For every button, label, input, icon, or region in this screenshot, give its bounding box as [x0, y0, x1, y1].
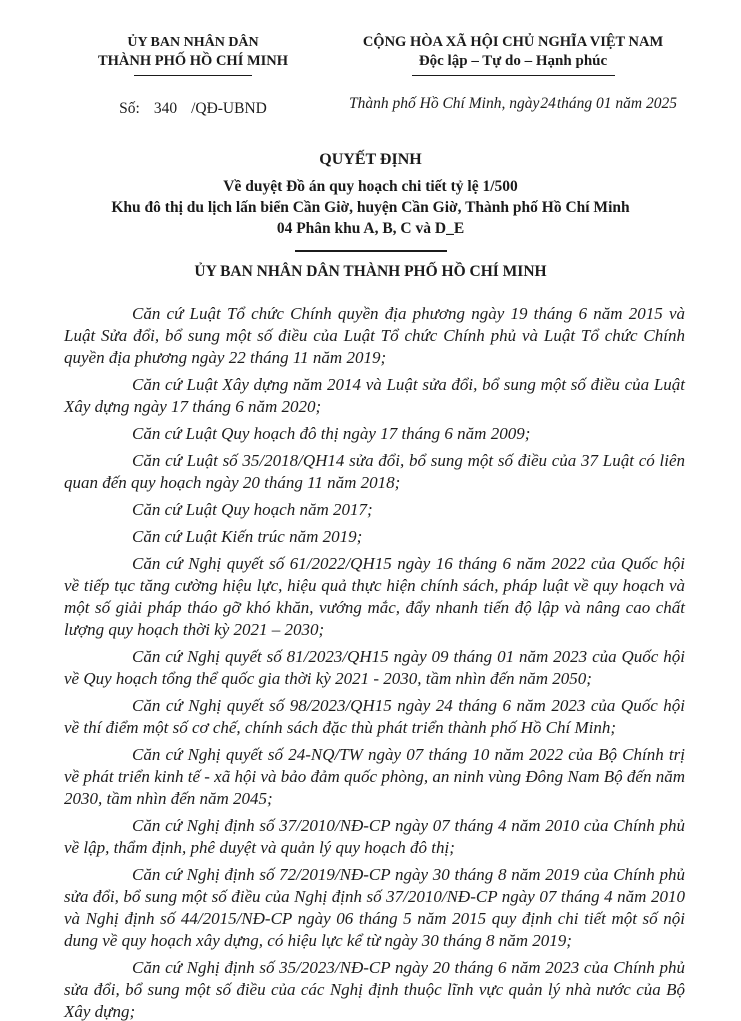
place-date-line [341, 94, 685, 114]
national-motto: Độc lập – Tự do – Hạnh phúc [418, 53, 608, 69]
decision-title: QUYẾT ĐỊNH [319, 151, 422, 168]
legal-basis-paragraph: Căn cứ Nghị định số 72/2019/NĐ-CP ngày 30 tháng 8 năm 2019 của Chính phủ sửa đổi, bổ sung một số điều của Nghị định số 37/2010/NĐ-CP ngày 07 tháng 4 năm 2010 và Nghị định số 44/2015/NĐ-CP ngày 06 tháng 5 năm 2015 quy định chi tiết một số nội dung về quy hoạch xây dựng, có hiệu lực kể từ ngày 30 tháng 8 năm 2019; [64, 865, 685, 950]
legal-basis-paragraph: Căn cứ Nghị quyết số 81/2023/QH15 ngày 09 tháng 01 năm 2023 của Quốc hội về Quy hoạch tổng thể quốc gia thời kỳ 2021 - 2030, tầm nhìn đến năm 2050; [64, 647, 685, 688]
legal-basis-paragraph: Căn cứ Luật Quy hoạch năm 2017; [132, 500, 373, 519]
document-body [64, 303, 685, 1021]
issuing-authority-city: THÀNH PHỐ HỒ CHÍ MINH [97, 53, 289, 69]
legal-basis-paragraph: Căn cứ Nghị quyết số 98/2023/QH15 ngày 24 tháng 6 năm 2023 của Quốc hội về thí điểm một số cơ chế, chính sách đặc thù phát triển thành phố Hồ Chí Minh; [64, 696, 685, 737]
document-number [45, 99, 341, 119]
legal-basis-paragraph: Căn cứ Luật Tổ chức Chính quyền địa phương ngày 19 tháng 6 năm 2015 và Luật Sửa đổi, bổ sung một số điều của Luật Tổ chức Chính phủ và Luật Tổ chức Chính quyền địa phương ngày 22 tháng 11 năm 2019; [64, 304, 685, 367]
title-block [0, 149, 741, 282]
legal-basis-paragraph: Căn cứ Luật Kiến trúc năm 2019; [132, 527, 363, 546]
legal-basis-paragraph: Căn cứ Nghị định số 35/2023/NĐ-CP ngày 20 tháng 6 năm 2023 của Chính phủ sửa đổi, bổ sung một số điều của các Nghị định thuộc lĩnh vực quản lý nhà nước của Bộ Xây dựng; [64, 958, 685, 1021]
header-left-underline [134, 75, 252, 76]
date-day: 24 [540, 95, 556, 112]
legal-basis-paragraph: Căn cứ Luật số 35/2018/QH14 sửa đổi, bổ sung một số điều của 37 Luật có liên quan đến quy hoạch ngày 20 tháng 11 năm 2018; [64, 451, 685, 492]
document-header [0, 0, 741, 119]
issuing-authority-block [45, 33, 341, 119]
document-number-label: Số: [119, 100, 140, 117]
decision-subtitle-3: 04 Phân khu A, B, C và D_E [276, 220, 465, 237]
deciding-authority-heading: ỦY BAN NHÂN DÂN THÀNH PHỐ HỒ CHÍ MINH [194, 263, 547, 280]
legal-basis-paragraph: Căn cứ Luật Quy hoạch đô thị ngày 17 tháng 6 năm 2009; [132, 424, 531, 443]
document-number-suffix: /QĐ-UBND [191, 100, 267, 117]
decision-subtitle-2: Khu đô thị du lịch lấn biển Cần Giờ, huyện Cần Giờ, Thành phố Hồ Chí Minh [111, 199, 630, 216]
date-prefix: Thành phố Hồ Chí Minh, ngày [349, 95, 540, 112]
document-number-value: 340 [153, 100, 178, 117]
legal-basis-paragraph: Căn cứ Nghị quyết số 61/2022/QH15 ngày 16 tháng 6 năm 2022 của Quốc hội về tiếp tục tăng cường hiệu lực, hiệu quả thực hiện chính sách, pháp luật về quy hoạch và một số giải pháp tháo gỡ khó khăn, vướng mắc, đẩy nhanh tiến độ lập và nâng cao chất lượng quy hoạch thời kỳ 2021 – 2030; [64, 554, 685, 639]
decision-subtitle-1: Về duyệt Đồ án quy hoạch chi tiết tỷ lệ 1/500 [223, 178, 518, 195]
legal-basis-paragraph: Căn cứ Luật Xây dựng năm 2014 và Luật sửa đổi, bổ sung một số điều của Luật Xây dựng ngày 17 tháng 6 năm 2020; [64, 375, 685, 416]
date-suffix: tháng 01 năm 2025 [556, 95, 677, 112]
legal-basis-paragraph: Căn cứ Nghị định số 37/2010/NĐ-CP ngày 07 tháng 4 năm 2010 của Chính phủ về lập, thẩm định, phê duyệt và quản lý quy hoạch đô thị; [64, 816, 685, 857]
header-right-underline [412, 75, 615, 76]
national-title: CỘNG HÒA XÃ HỘI CHỦ NGHĨA VIỆT NAM [362, 34, 664, 50]
national-motto-block [341, 33, 685, 119]
title-divider [295, 250, 447, 252]
issuing-authority-name: ỦY BAN NHÂN DÂN [127, 35, 259, 50]
legal-basis-paragraph: Căn cứ Nghị quyết số 24-NQ/TW ngày 07 tháng 10 năm 2022 của Bộ Chính trị về phát triển kinh tế - xã hội và bảo đảm quốc phòng, an ninh vùng Đông Nam Bộ đến năm 2030, tầm nhìn đến năm 2045; [64, 745, 685, 808]
